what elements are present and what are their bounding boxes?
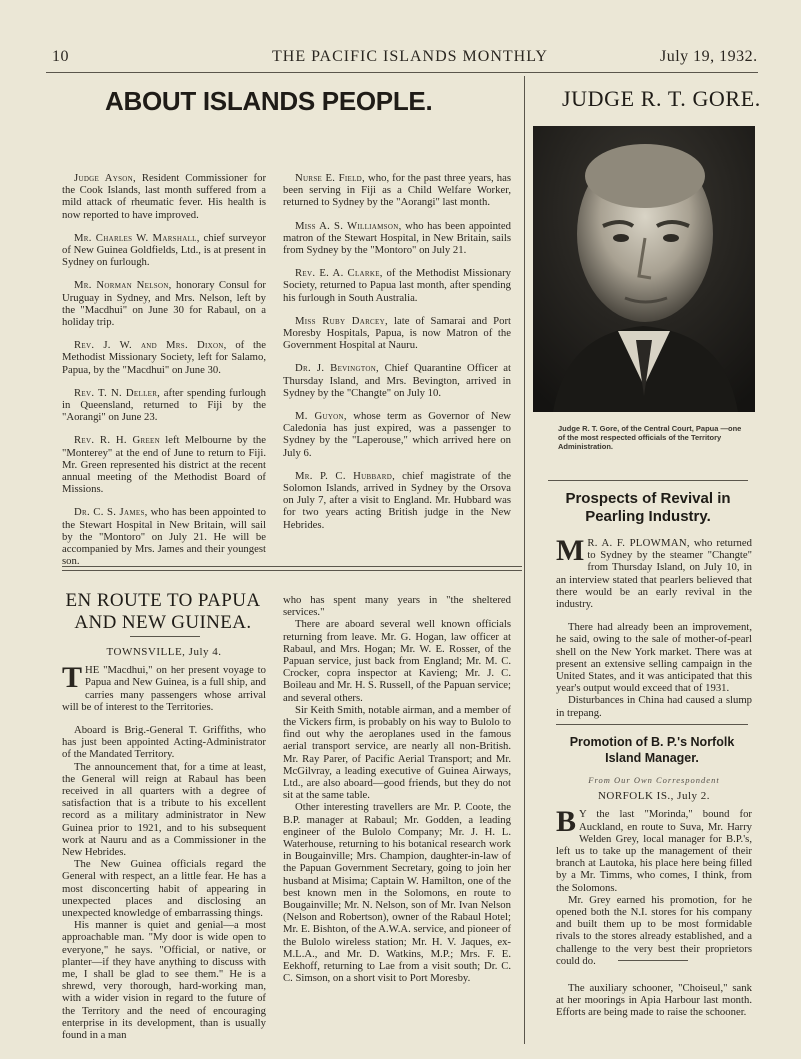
papua-short-rule [130,636,200,637]
person-name: Rev. R. H. Green [74,434,160,447]
item-text: who has been appointed matron of the Stewart Hospital, in New Britain, sails from Sydney by the "Montoro" on July 21. [283,219,511,257]
col2-item [283,172,511,209]
item-text: honorary Consul for Uruguay in Sydney, and Mrs. Nelson, left by the "Macdhui" on June 30 for Rabaul, on a holiday trip. [62,279,266,329]
pearling-article [556,534,752,719]
norfolk-text-1: Y the last "Morinda," bound for Auckland, en route to Suva, Mr. Harry Welden Grey, local manager for B.P.'s, left us to take up the management of their branch at Lautoka, his place here being filled by a Mr. Timms, who comes, I think, from the Solomons. [556,808,752,894]
pearling-lead: R. A. F. PLOWMAN, [587,537,690,549]
about-title: ABOUT ISLANDS PEOPLE. [105,86,433,116]
person-name: Miss A. S. Williamson, [295,219,402,232]
item-text: who, for the past three years, has been serving in Fiji as a Child Welfare Worker, returned to Sydney by the "Aorangi" last month. [283,172,511,209]
norfolk-dateline: NORFOLK IS., July 2. [597,790,711,803]
item-text: late of Samarai and Port Moresby Hospitals, Papua, is now Matron of the Government Hospital at Nauru. [283,314,511,352]
item-text: whose term as Governor of New Caledonia has just expired, was a passenger to Sydney by the "Laperouse," which arrived here on July 6. [283,410,511,459]
papua-title: EN ROUTE TO PAPUA AND NEW GUINEA. [65,590,261,633]
item-text: chief magistrate of the Solomon Islands, arrived in Sydney by the Orsova on July 7, after a visit to England. Mr. Hubbard was for two years acting British judge in the New Hebrides. [283,469,511,531]
col2-item [283,470,511,531]
norfolk-from: From Our Own Correspondent [588,775,720,785]
column-rule-right [524,76,525,1044]
masthead: THE PACIFIC ISLANDS MONTHLY [272,48,548,65]
norfolk-para-2: Mr. Grey earned his promotion, for he opened both the N.I. stores for his company and built them up to be most formidable rivals to the stores already established, and a challenge to the very best their proprietors could do. [556,893,752,967]
person-name: Rev. J. W. and Mrs. Dixon, [74,339,227,352]
col1-item [62,339,266,376]
header-rule [46,72,758,73]
papua-text-1: HE "Macdhui," on her present voyage to Papua and New Guinea, is a full ship, and carries many passengers whose arrival will be of interest to the Territories. [62,664,266,713]
choiseul-rule [618,960,688,961]
col1-item [62,434,266,495]
person-name: Mr. P. C. Hubbard, [295,469,396,482]
person-name: Mr. Norman Nelson, [74,279,172,292]
about-column-2 [283,172,511,542]
papua-column-1 [62,644,266,1041]
person-name: Dr. C. S. James, [74,506,148,519]
norfolk-para-1 [556,805,752,894]
papua-column-2 [283,594,511,985]
person-name: Mr. Charles W. Marshall, [74,231,200,244]
gore-title: JUDGE R. T. GORE. [562,86,761,111]
papua-para-9: Other interesting travellers are Mr. P. Coote, the B.P. manager at Rabaul; Mr. Godden, a leading engineer of the Bulolo Company; Mr. J. H. L. Waterhouse, returning to his botanical research work in Bougainville; Mrs. Champion, daughter-in-law of the Papuan Government Secretary, going to join her husband at Misima; Captain W. Hamilton, one of the best known men in the Solomons, en route to Bougainville; Mr. N. Nelson, son of Mr. Ivan Nelson (Nelson and Robertson), owner of the Rabaul Hotel; Mr. E. Bishton, of the A.W.A. service, and pioneer of the Bulolo wireless station; Mr. H. V. Jaques, ex-M.L.A., and Mr. D. Watkins, M.P.; Mrs. F. E. Eekhoff, returning to Lae from a visit south; Dr. C. C. Simson, on a short visit to Port Moresby. [283,801,511,985]
portrait-caption: Judge R. T. Gore, of the Central Court, Papua —one of the most respected officials of the Territory Administration. [558,424,742,451]
papua-para-2: Aboard is Brig.-General T. Griffiths, who has just been appointed Acting-Administrator of the Mandated Territory. [62,724,266,761]
papua-para-8: Sir Keith Smith, notable airman, and a member of the Vickers firm, is probably on his way to Bulolo to find out why the aeroplanes used in the famous aerial transport service, are nearly all non-British. Mr. Ray Parer, of Pacific Aerial Transport; and Mr. McGilvray, a leading executive of Guinea Airways, Ltd., are also aboard—good friends, but they do not sit at the same table. [283,703,511,802]
papua-dateline: TOWNSVILLE, July 4. [106,646,222,658]
item-text: after spending furlough in Queensland, returned to Fiji by the "Aorangi" on June 23. [62,386,266,424]
norfolk-article [556,774,752,967]
norfolk-title: Promotion of B. P.'s Norfolk Island Manager. [569,735,735,765]
col2-item [283,315,511,352]
about-column-1 [62,172,266,578]
item-text: Resident Commissioner for the Cook Islands, last month suffered from a mild attack of rheumatic fever. His health is now reported to have improved. [62,172,266,221]
judge-portrait [533,126,755,412]
person-name: Dr. J. Bevington, [295,362,380,375]
col1-item [62,232,266,269]
portrait-icon [533,126,755,412]
papua-para-5: His manner is quiet and genial—a most approachable man. "My door is wide open to everyone," he says. "Official, or native, or planter—if they have anything to discuss with me, I shall be glad to see them." He is a shrewd, very thorough, hard-working man, with a wider vision in regard to the future of the Territory and the need of encouraging enterprise in its development, than is usually found in a man [62,919,266,1042]
choiseul-para: The auxiliary schooner, "Choiseul," sank at her moorings in Apia Harbour last month. Efforts are being made to raise the schooner. [556,982,752,1019]
pearling-para-2: There had already been an improvement, he said, owing to the sale of mother-of-pearl shell on the New York market. There was at present an extensive selling campaign in the United States, and it was anticipated that this year's output would exceed that of 1931. [556,621,752,695]
pearling-title: Prospects of Revival in Pearling Industry. [565,490,731,525]
col1-item [62,506,266,567]
papua-para-7: There are aboard several well known officials returning from leave. Mr. G. Hogan, law officer at Rabaul, and Mrs. Hogan; Mr. W. E. Rosser, of the Papuan service, just back from England; Mr. M. C. Crocker, copra inspector at Kavieng; Mr. J. C. Boileau and Mr. H. S. Russell, of the Papuan service; and several others. [283,618,511,704]
person-name: M. Guyon, [295,410,347,423]
person-name: Nurse E. Field, [295,172,365,184]
col1-item [62,387,266,424]
col2-item [283,362,511,399]
col1-item [62,172,266,221]
pearling-para-3: Disturbances in China had caused a slump in trepang. [556,694,752,719]
person-name: Miss Ruby Darcey, [295,314,388,327]
norfolk-rule-top [556,724,748,725]
item-text: left Melbourne by the "Monterey" at the end of June to return to Fiji. Mr. Green represented his district at the recent annual meeting of the Methodist Board of Missions. [62,434,266,496]
col1-item [62,279,266,328]
papua-para-1 [62,661,266,713]
papua-para-6: who has spent many years in "the sheltered services." [283,594,511,619]
section-rule-left [62,566,522,571]
item-text: of the Methodist Missionary Society, left for Salamo, Papua, by the "Macdhui" on June 30. [62,339,266,376]
pearling-para-1 [556,534,752,611]
choiseul-article [556,982,752,1019]
person-name: Rev. E. A. Clarke, [295,267,383,280]
papua-dropcap: T [62,661,83,695]
item-text: who has been appointed to the Stewart Hospital in New Britain, will sail by the "Montoro" on July 21. He will be accompanied by Mrs. James and their youngest son. [62,506,266,568]
item-text: Chief Quarantine Officer at Thursday Island, and Mrs. Bevington, arrived in Sydney by the "Changte" on July 10. [283,362,511,399]
pearling-rule-top [548,480,748,481]
page-number: 10 [52,48,69,65]
papua-para-4: The New Guinea officials regard the General with respect, an a little fear. He has a most disconcerting habit of appearing in unexpected places and disclosing an unexpected knowledge of embarrassing things. [62,858,266,920]
pearling-dropcap: M [556,534,585,567]
person-name: Rev. T. N. Deller, [74,386,161,399]
papua-para-3: The announcement that, for a time at least, the General will reign at Rabaul has been received in all quarters with a degree of satisfaction that is a tribute to his excellent record as a military administrator in New Guinea prior to 1921, and to his subsequent work at Nauru and as a Commissioner in the New Hebrides. [62,760,266,859]
issue-date: July 19, 1932. [660,48,758,65]
col2-item [283,410,511,459]
item-text: chief surveyor of New Guinea Goldfields, Ltd., is at present in Sydney on furlough. [62,231,266,269]
pearling-text-1: who returned to Sydney by the steamer "Changte" from Thursday Island, on July 10, in an interview stated that pearlers believed that there would be an early revival in the industry. [556,537,752,611]
item-text: of the Methodist Missionary Society, returned to Papua last month, after spending his furlough in South Australia. [283,267,511,304]
norfolk-dropcap: B [556,805,577,839]
col2-item [283,267,511,304]
col2-item [283,220,511,257]
person-name: Judge Ayson, [74,172,136,184]
